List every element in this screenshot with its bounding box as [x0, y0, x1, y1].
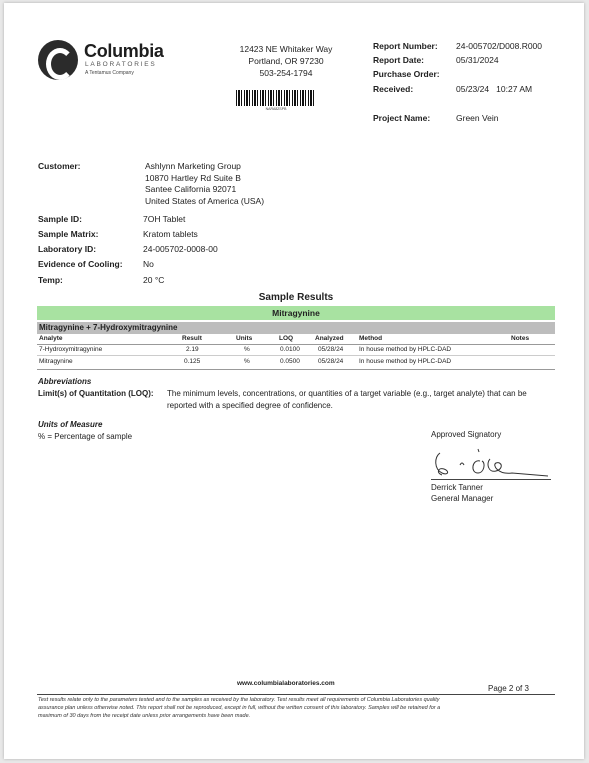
lab-tagline: A Tentamus Company — [85, 70, 134, 76]
customer-line: United States of America (USA) — [145, 195, 265, 206]
lab-address — [226, 43, 346, 79]
signature-icon — [432, 443, 552, 479]
signatory-label: Approved Signatory — [431, 430, 502, 439]
report-number-label: Report Number: — [373, 41, 438, 51]
loq-label: Limit(s) of Quantitation (LOQ): — [38, 389, 154, 398]
signatory-name: Derrick Tanner — [431, 483, 483, 492]
address-line: 503-254-1794 — [259, 68, 313, 78]
website: www.columbialaboratories.com — [237, 680, 335, 687]
disclaimer-line: assurance plan unless otherwise noted. This report shall not be reproduced, except in full, without the written consent of this laboratory. Samples will be retained for a — [38, 705, 441, 711]
disclaimer-line: Test results relate only to the parameters tested and to the samples as received by the laboratory. Test results meet all requirements of Columbia Laboratories quality — [38, 697, 440, 703]
header-analyte: Analyte — [39, 335, 63, 342]
analyzed-cell: 05/28/24 — [318, 358, 344, 365]
loq-cell: 0.0100 — [280, 346, 300, 353]
customer-line: 10870 Hartley Rd Suite B — [145, 172, 241, 183]
results-section: Mitragynine — [272, 308, 320, 318]
header-notes: Notes — [511, 335, 530, 342]
units-percent: % = Percentage of sample — [38, 432, 133, 441]
customer-line: Ashlynn Marketing Group — [145, 161, 241, 171]
header-method: Method — [359, 335, 383, 342]
units-title: Units of Measure — [38, 420, 103, 429]
barcode-number: NARA8ZSPB — [265, 107, 287, 111]
laboratory-id-label: Laboratory ID: — [38, 244, 97, 254]
page-number: Page 2 of 3 — [488, 684, 529, 693]
signatory-title: General Manager — [431, 494, 494, 503]
purchase-order-label: Purchase Order: — [373, 69, 440, 79]
units-cell: % — [244, 346, 250, 353]
customer-line: Santee California 92071 — [145, 184, 237, 194]
cooling-label: Evidence of Cooling: — [38, 259, 123, 269]
address-line: Portland, OR 97230 — [248, 56, 324, 66]
units-cell: % — [244, 358, 250, 365]
received-label: Received: — [373, 84, 414, 94]
analyte-cell: Mitragynine — [39, 358, 73, 365]
method-cell: In house method by HPLC-DAD — [359, 358, 452, 365]
disclaimer-line: maximum of 30 days from the receipt date unless prior arrangements have been made. — [38, 713, 251, 719]
customer-address — [145, 161, 264, 207]
sample-matrix: Kratom tablets — [143, 229, 198, 239]
sample-id-label: Sample ID: — [38, 214, 82, 224]
loq-definition-line: The minimum levels, concentrations, or quantities of a target variable (e.g., target analyte) that can be — [167, 389, 527, 398]
project-label: Project Name: — [373, 113, 431, 123]
loq-cell: 0.0500 — [280, 358, 300, 365]
header-loq: LOQ — [279, 335, 294, 342]
project-name: Green Vein — [456, 113, 499, 123]
lab-name: Columbia — [84, 41, 164, 61]
columbia-logo-icon — [38, 40, 78, 80]
laboratory-id: 24-005702-0008-00 — [143, 244, 218, 254]
temp-value: 20 °C — [143, 275, 165, 285]
results-section-bar — [37, 306, 555, 320]
header-units: Units — [236, 335, 253, 342]
received-date: 05/23/24 10:27 AM — [456, 84, 533, 94]
sample-matrix-label: Sample Matrix: — [38, 229, 99, 239]
loq-definition-line: reported with a specified degree of confidence. — [167, 401, 333, 410]
lab-subtitle: LABORATORIES — [85, 61, 157, 68]
header-result: Result — [182, 335, 202, 342]
footer-disclaimer — [38, 696, 558, 720]
results-group-bar — [37, 322, 555, 334]
cooling-value: No — [143, 259, 154, 269]
results-group: Mitragynine + 7-Hydroxymitragynine — [39, 323, 178, 332]
barcode-icon — [236, 90, 316, 106]
report-number: 24-005702/D008.R000 — [456, 41, 543, 51]
analyzed-cell: 05/28/24 — [318, 346, 344, 353]
customer-label: Customer: — [38, 161, 81, 171]
results-title: Sample Results — [258, 292, 334, 303]
result-cell: 0.125 — [184, 358, 201, 365]
result-cell: 2.19 — [186, 346, 199, 353]
report-page — [4, 3, 584, 759]
abbreviations-title: Abbreviations — [38, 377, 92, 386]
analyte-cell: 7-Hydroxymitragynine — [39, 346, 103, 353]
report-date-label: Report Date: — [373, 55, 425, 65]
address-line: 12423 NE Whitaker Way — [239, 44, 333, 54]
method-cell: In house method by HPLC-DAD — [359, 346, 452, 353]
report-date: 05/31/2024 — [456, 55, 499, 65]
header-analyzed: Analyzed — [315, 335, 344, 342]
temp-label: Temp: — [38, 275, 63, 285]
sample-id: 7OH Tablet — [143, 214, 186, 224]
